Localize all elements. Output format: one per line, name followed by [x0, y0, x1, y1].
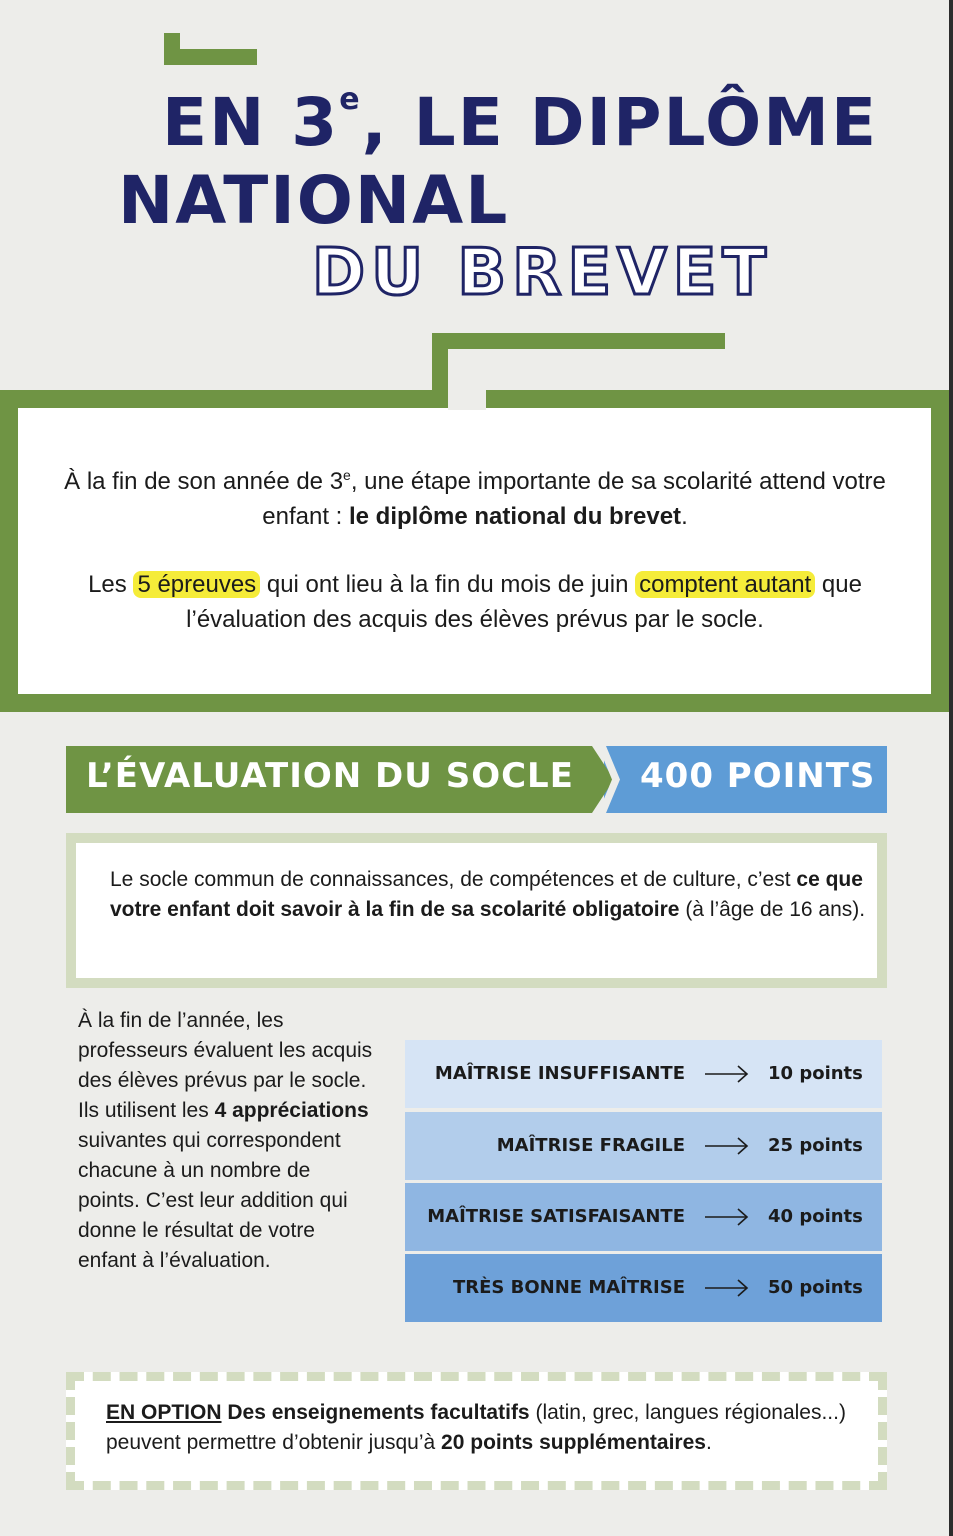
evaluation-explanation: À la fin de l’année, les professeurs évaluent les acquis des élèves prévus par le socle. Ils utilisent les 4 appréciations suivantes qui correspondent chacune à un nombre de points. C’est leur addition qui donne le résultat de votre enfant à l’évaluation.	[78, 1009, 373, 1272]
intro-paragraph-1: À la fin de son année de 3e, une étape importante de sa scolarité attend votre enfant : le diplôme national du brevet.	[64, 467, 886, 530]
section-points: 400 POINTS	[640, 756, 876, 796]
level-points: 10 points	[768, 1063, 863, 1084]
highlight-epreuves: 5 épreuves	[133, 571, 260, 598]
intro-paragraph-2: Les 5 épreuves qui ont lieu à la fin du mois de juin comptent autant que l’évaluation des acquis des élèves prévus par le socle.	[88, 571, 862, 633]
level-label: MAÎTRISE INSUFFISANTE	[434, 1063, 685, 1084]
intro-frame	[0, 390, 949, 712]
level-points: 50 points	[768, 1277, 863, 1298]
arrow-right-icon	[705, 1278, 749, 1298]
intro-frame-gap	[448, 388, 486, 410]
level-row-satisfaisante	[405, 1183, 882, 1251]
level-row-tres-bonne	[405, 1254, 882, 1322]
level-row-insuffisante	[405, 1040, 882, 1108]
page-title-line-2: NATIONAL	[118, 162, 510, 239]
level-label: MAÎTRISE SATISFAISANTE	[427, 1206, 685, 1227]
right-edge-strip	[949, 0, 953, 1536]
level-points: 25 points	[768, 1135, 863, 1156]
arrow-right-icon	[705, 1136, 749, 1156]
title-superscript: e	[339, 82, 362, 117]
highlight-comptent: comptent autant	[635, 571, 815, 598]
level-points: 40 points	[768, 1206, 863, 1227]
deco-right-horizontal	[432, 333, 725, 349]
arrow-right-icon	[705, 1207, 749, 1227]
level-row-fragile	[405, 1112, 882, 1180]
deco-top-horizontal	[164, 49, 257, 65]
page-title-line-1: EN 3e, LE DIPLÔME	[162, 82, 879, 161]
option-text: EN OPTION Des enseignements facultatifs (latin, grec, langues régionales...) peuvent permettre d’obtenir jusqu’à 20 points supplémentaires.	[106, 1401, 846, 1454]
option-tag: EN OPTION	[106, 1401, 222, 1424]
intro-bold: le diplôme national du brevet	[349, 503, 682, 530]
arrow-right-icon	[705, 1064, 749, 1084]
page-title-line-3: DU BREVET	[312, 236, 773, 310]
section-title: L’ÉVALUATION DU SOCLE	[86, 756, 574, 796]
socle-definition: Le socle commun de connaissances, de compétences et de culture, c’est ce que votre enfant doit savoir à la fin de sa scolarité obligatoire (à l’âge de 16 ans).	[110, 868, 866, 921]
level-label: MAÎTRISE FRAGILE	[496, 1135, 685, 1156]
level-label: TRÈS BONNE MAÎTRISE	[452, 1277, 685, 1298]
